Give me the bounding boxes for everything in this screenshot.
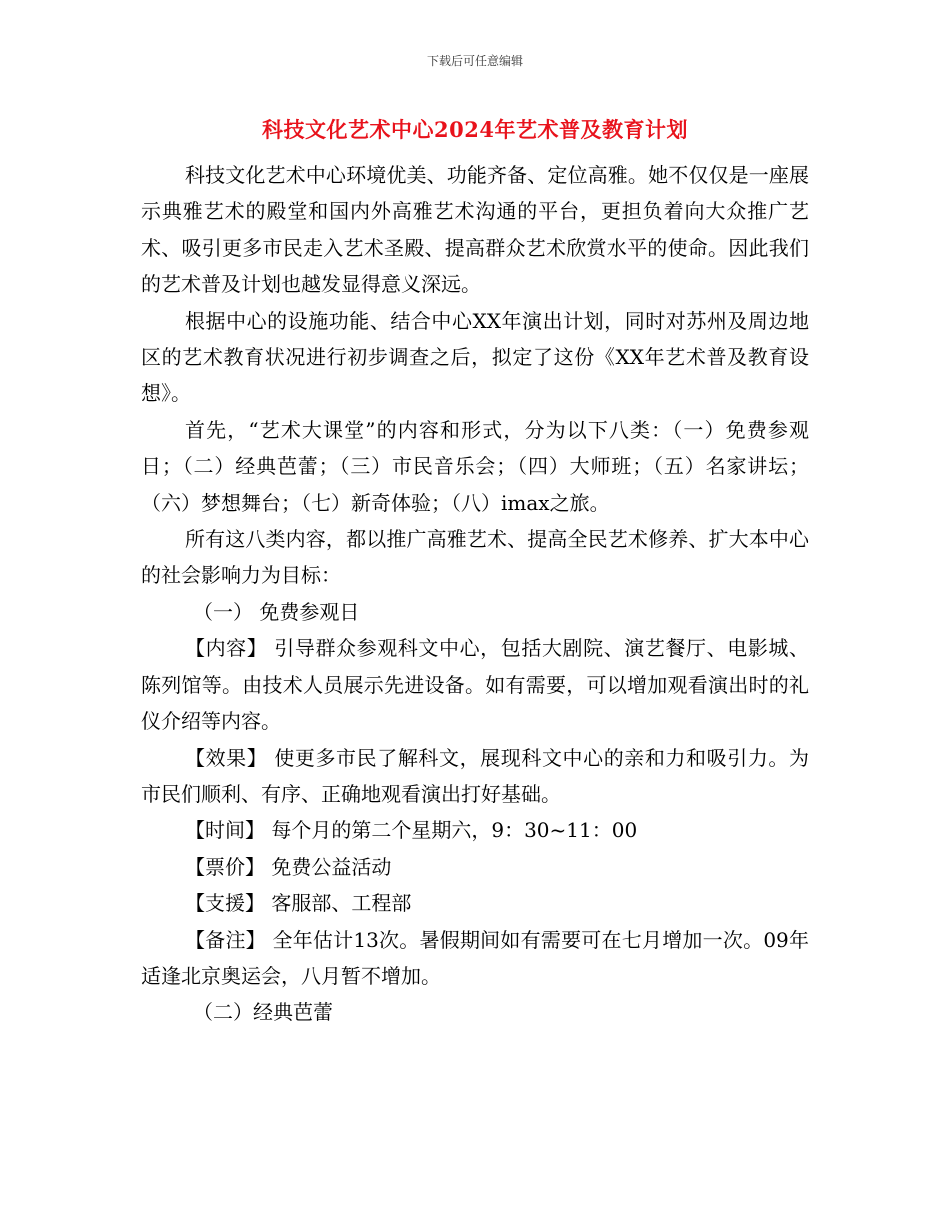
document-body	[141, 157, 809, 1031]
document-title: 科技文化艺术中心2024年艺术普及教育计划	[262, 117, 688, 142]
paragraph-remarks: 【备注】 全年估计13次。暑假期间如有需要可在七月增加一次。09年适逢北京奥运会，八月暂不增加。	[141, 927, 809, 988]
section-heading-classic-ballet: （二）经典芭蕾	[193, 1000, 333, 1025]
paragraph-content: 【内容】 引导群众参观科文中心，包括大剧院、演艺餐厅、电影城、陈列馆等。由技术人员展示先进设备。如有需要，可以增加观看演出时的礼仪介绍等内容。	[141, 636, 809, 734]
paragraph-intro: 科技文化艺术中心环境优美、功能齐备、定位高雅。她不仅仅是一座展示典雅艺术的殿堂和国内外高雅艺术沟通的平台，更担负着向大众推广艺术、吸引更多市民走入艺术圣殿、提高群众艺术欣赏水平的使命。因此我们的艺术普及计划也越发显得意义深远。	[141, 163, 809, 297]
paragraph-goal: 所有这八类内容，都以推广高雅艺术、提高全民艺术修养、扩大本中心的社会影响力为目标：	[141, 527, 809, 588]
paragraph-basis: 根据中心的设施功能、结合中心XX年演出计划，同时对苏州及周边地区的艺术教育状况进行初步调查之后，拟定了这份《XX年艺术普及教育设想》。	[141, 308, 809, 406]
page-header-note: 下载后可任意编辑	[426, 54, 523, 68]
paragraph-support: 【支援】 客服部、工程部	[185, 891, 412, 916]
section-heading-free-visit-day: （一） 免费参观日	[193, 599, 360, 624]
paragraph-categories: 首先，“艺术大课堂”的内容和形式，分为以下八类：（一）免费参观日；（二）经典芭蕾；（三）市民音乐会；（四）大师班；（五）名家讲坛；（六）梦想舞台；（七）新奇体验；（八）imax之旅。	[141, 417, 809, 515]
paragraph-price: 【票价】 免费公益活动	[185, 854, 392, 879]
paragraph-time: 【时间】 每个月的第二个星期六，9：30~11：00	[185, 818, 638, 843]
paragraph-effect: 【效果】 使更多市民了解科文，展现科文中心的亲和力和吸引力。为市民们顺利、有序、正确地观看演出打好基础。	[141, 745, 809, 806]
